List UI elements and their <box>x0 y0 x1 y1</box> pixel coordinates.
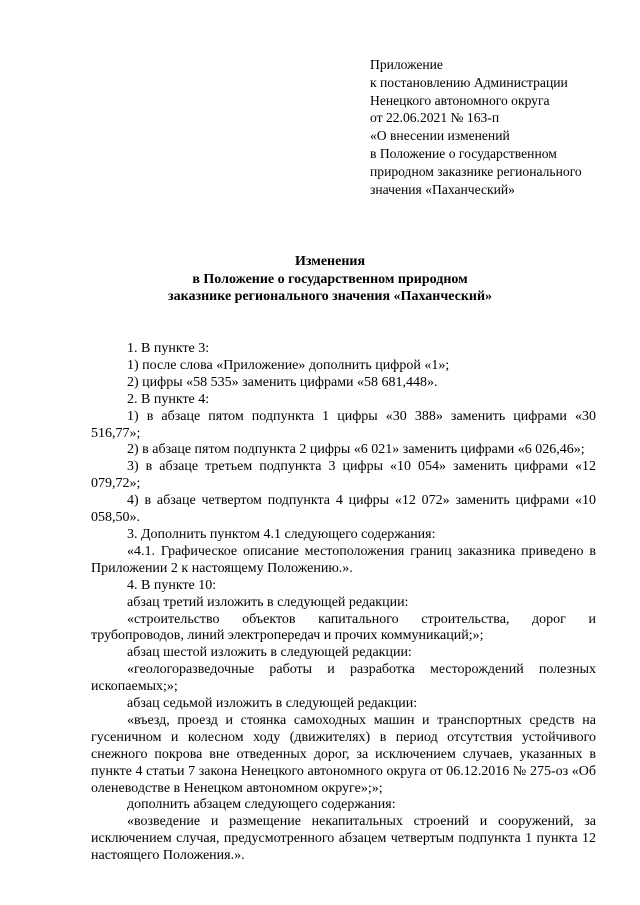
paragraph: 1. В пункте 3: <box>127 341 210 356</box>
paragraph: «4.1. Графическое описание местоположения границ заказника приведено в Приложении 2 к настоящему Положению.». <box>91 543 596 576</box>
paragraph: 2) цифры «58 535» заменить цифрами «58 681,448». <box>127 374 438 390</box>
title-line: в Положение о государственном природном <box>192 271 468 287</box>
appendix-header <box>370 56 632 198</box>
paragraph: 4) в абзаце четвертом подпункта 4 цифры «12 072» заменить цифрами «10 058,50». <box>91 493 596 526</box>
paragraph: абзац третий изложить в следующей редакции: <box>127 594 409 610</box>
header-line: значения «Паханческий» <box>370 181 515 197</box>
paragraph: 2) в абзаце пятом подпункта 2 цифры «6 021» заменить цифрами «6 026,46»; <box>127 442 585 458</box>
paragraph: «геологоразведочные работы и разработка месторождений полезных ископаемых;»; <box>91 662 596 695</box>
paragraph: «возведение и размещение некапитальных строений и сооружений, за исключением случая, предусмотренного абзацем четвертым подпункта 1 пункта 12 настоящего Положения.». <box>91 814 596 864</box>
paragraph: абзац шестой изложить в следующей редакции: <box>127 645 412 661</box>
paragraph: 3. Дополнить пунктом 4.1 следующего содержания: <box>127 526 436 542</box>
header-line: к постановлению Администрации <box>370 74 568 90</box>
header-line: «О внесении изменений <box>370 128 510 144</box>
paragraph: «въезд, проезд и стоянка самоходных машин и транспортных средств на гусеничном и колесном ходу (движителях) в период отсутствия устойчивого снежного покрова вне отведенных дорог, за исключением случаев, указанных в пункте 4 статьи 7 закона Ненецкого автономного округа от 06.12.2016 № 275-оз «Об оленеводстве в Ненецком автономном округе»;»; <box>91 712 596 796</box>
paragraph: 1) в абзаце пятом подпункта 1 цифры «30 388» заменить цифрами «30 516,77»; <box>91 408 596 441</box>
paragraph: 1) после слова «Приложение» дополнить цифрой «1»; <box>127 357 450 373</box>
paragraph: 4. В пункте 10: <box>127 577 217 593</box>
document-title <box>80 253 580 306</box>
paragraph: абзац седьмой изложить в следующей редакции: <box>127 696 418 712</box>
paragraph: «строительство объектов капитального строительства, дорог и трубопроводов, линий электропередач и прочих коммуникаций;»; <box>91 611 596 644</box>
header-line: от 22.06.2021 № 163-п <box>370 110 500 126</box>
paragraph: дополнить абзацем следующего содержания: <box>127 797 396 813</box>
header-line: Приложение <box>370 57 443 72</box>
title-line: заказнике регионального значения «Паханческий» <box>167 289 493 304</box>
title-line: Изменения <box>294 254 366 269</box>
paragraph: 3) в абзаце третьем подпункта 3 цифры «10 054» заменить цифрами «12 079,72»; <box>91 459 596 492</box>
paragraph: 2. В пункте 4: <box>127 391 210 407</box>
header-line: в Положение о государственном <box>370 145 557 161</box>
header-line: Ненецкого автономного округа <box>370 92 550 108</box>
header-line: природном заказнике регионального <box>370 163 582 179</box>
document-body <box>91 341 596 865</box>
